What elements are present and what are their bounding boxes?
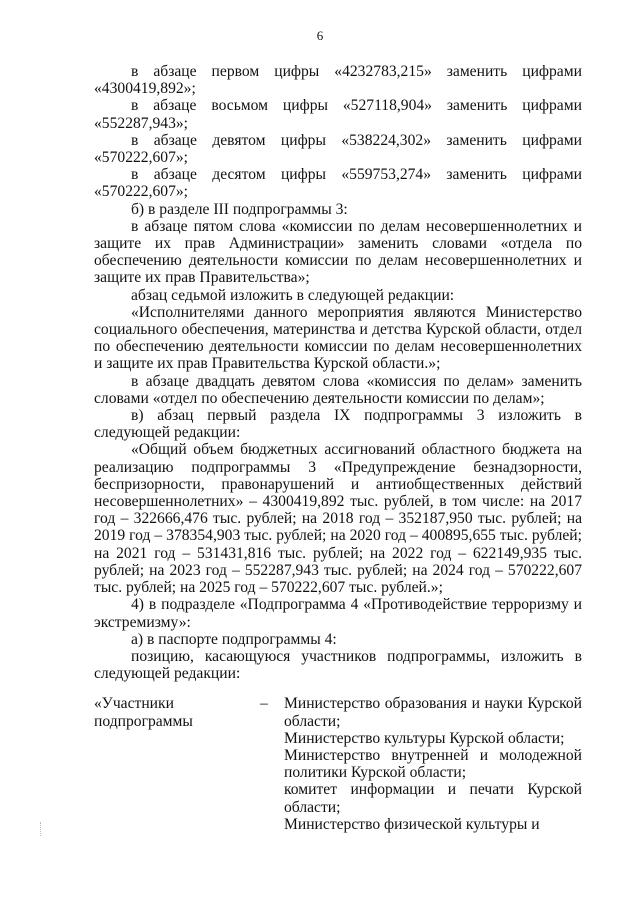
word: заменить xyxy=(446,131,507,149)
word: цифрами xyxy=(522,131,582,149)
word: абзаце xyxy=(153,166,197,184)
word: девятом xyxy=(212,131,266,149)
word: цифры xyxy=(274,63,320,80)
section-b-paragraph-4: в абзаце двадцать девятом слова «комиссия по делам» заменить словами «отдел по обеспечению деятельности комиссии по делам»; xyxy=(94,372,582,407)
participants-table xyxy=(94,695,582,833)
word: в xyxy=(131,63,139,80)
word: «527118,904» xyxy=(342,97,432,115)
word: в xyxy=(131,97,139,115)
word: первом xyxy=(211,63,260,80)
amendment-line-1-cont: «4300419,892»; xyxy=(94,80,196,98)
word: восьмом xyxy=(211,97,269,115)
amendment-line-1 xyxy=(94,63,582,80)
scan-margin-mark xyxy=(40,822,42,836)
amendment-line-3-cont: «570222,607»; xyxy=(94,149,188,167)
word: в xyxy=(131,131,139,149)
section-4-heading: 4) в подразделе «Подпрограмма 4 «Противодействие терроризму и экстремизму»: xyxy=(94,596,582,631)
word: цифры xyxy=(280,131,326,149)
participant-item: Министерство образования и науки Курской области; xyxy=(284,695,582,730)
participants-dash: – xyxy=(260,695,268,713)
section-b-paragraph-1: в абзаце пятом слова «комиссии по делам несовершеннолетних и защите их прав Администрации» заменить словами «отдела по обеспечению деятельности комиссии по делам несовершеннолетних и защите их прав Правительства»; xyxy=(94,217,582,287)
word: цифрами xyxy=(522,97,582,115)
word: цифрами xyxy=(522,166,582,184)
word: заменить xyxy=(446,63,508,80)
word: абзаце xyxy=(153,97,197,115)
word: цифры xyxy=(280,166,327,184)
amendment-line-2 xyxy=(94,97,582,114)
section-4a-heading: а) в паспорте подпрограммы 4: xyxy=(131,630,337,648)
participants-row xyxy=(94,695,582,833)
section-4a-paragraph: позицию, касающуюся участников подпрограммы, изложить в следующей редакции: xyxy=(94,647,582,683)
amendment-line-4 xyxy=(94,166,582,183)
word: заменить xyxy=(446,97,508,115)
section-c-paragraph-1: «Общий объем бюджетных ассигнований областного бюджета на реализацию подпрограммы 3 «Предупреждение безнадзорности, беспризорности, правонарушений и антиобщественных действий несовершеннолетних» – 4300419,892 тыс. рублей, в том числе: на 2017 год – 322666,476 тыс. рублей; на 2018 год – 352187,950 тыс. рублей; на 2019 год – 378354,903 тыс. рублей; на 2020 год – 400895,655 тыс. рублей; на 2021 год – 531431,816 тыс. рублей; на 2022 год – 622149,935 тыс. рублей; на 2023 год – 552287,943 тыс. рублей; на 2024 год – 570222,607 тыс. рублей; на 2025 год – 570222,607 тыс. рублей.»; xyxy=(94,441,582,597)
section-b-paragraph-3: «Исполнителями данного мероприятия являются Министерство социального обеспечения, материнства и детства Курской области, отдел по обеспечению деятельности комиссии по делам несовершеннолетних и защите их прав Правительства Курской области.»; xyxy=(94,303,582,373)
amendment-line-4-cont: «570222,607»; xyxy=(94,183,188,201)
participants-list xyxy=(284,695,582,833)
amendment-line-2-cont: «552287,943»; xyxy=(94,114,188,132)
participants-label: «Участники подпрограммы xyxy=(94,695,193,730)
word: цифры xyxy=(282,97,328,115)
document-body xyxy=(94,63,582,833)
word: «4232783,215» xyxy=(334,63,432,80)
word: заменить xyxy=(446,166,507,184)
word: «559753,274» xyxy=(341,166,432,184)
section-b-paragraph-2: абзац седьмой изложить в следующей редакции: xyxy=(131,286,455,304)
spacer xyxy=(94,682,582,695)
section-c-heading: в) абзац первый раздела IX подпрограммы 3 изложить в следующей редакции: xyxy=(94,407,582,442)
word: абзаце xyxy=(153,63,197,80)
participant-item: Министерство внутренней и молодежной политики Курской области; xyxy=(284,746,582,782)
participant-item: Министерство физической культуры и xyxy=(284,815,540,833)
word: абзаце xyxy=(153,131,197,149)
word: в xyxy=(131,166,139,184)
participant-item: комитет информации и печати Курской области; xyxy=(284,781,582,816)
word: десятом xyxy=(212,166,266,184)
word: цифрами xyxy=(522,63,582,80)
amendment-line-3 xyxy=(94,132,582,149)
page-number: 6 xyxy=(316,28,324,43)
section-b-heading: б) в разделе III подпрограммы 3: xyxy=(131,200,348,218)
word: «538224,302» xyxy=(341,131,431,149)
participant-item: Министерство культуры Курской области; xyxy=(284,729,565,747)
